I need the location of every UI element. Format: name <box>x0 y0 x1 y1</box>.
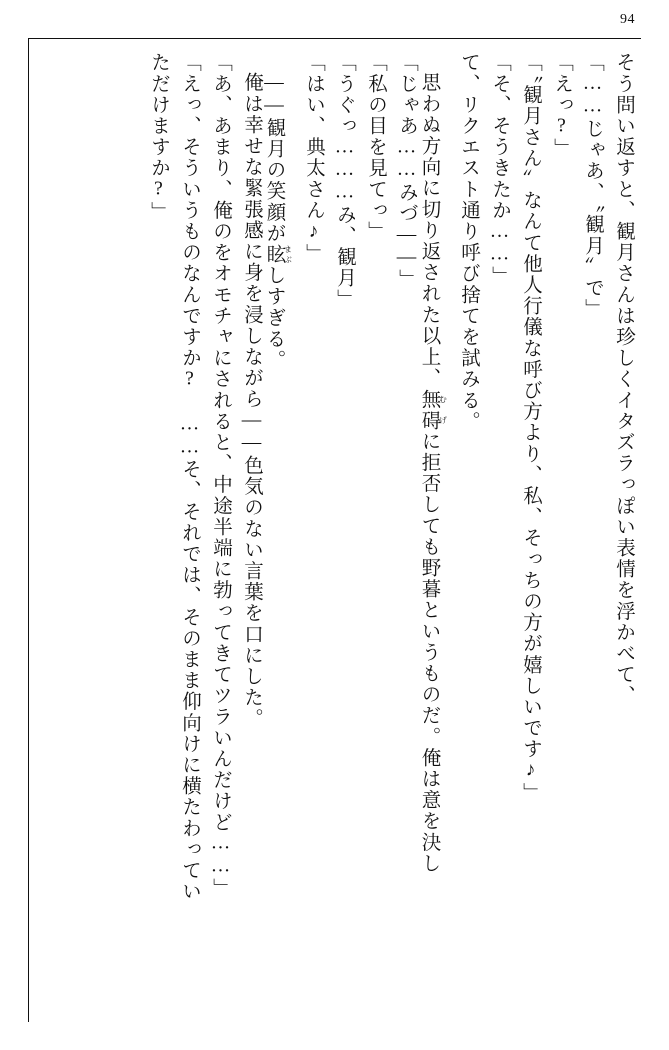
page-text-body <box>42 52 633 1016</box>
text-line: 「あ、あまり、俺のをオモチャにされると、中途半端に勃ってきてツラいんだけど……」 <box>210 52 231 899</box>
left-rule <box>28 38 29 1022</box>
text-line: 「えっ、そういうものなんですか? ……そ、それでは、そのまま仰向けに横たわってい <box>179 52 200 902</box>
text-line: 思わぬ方向に切り返された以上、無碍 むげに拒否しても野暮というものだ。俺は意を決し <box>418 72 448 874</box>
text-line: 「えっ?」 <box>551 52 572 159</box>
text-line: ――観月の笑顔が眩 まぶしすぎる。 <box>263 72 293 371</box>
text-line: 「……じゃあ、〝観月〟で」 <box>582 52 603 320</box>
text-line: 「〝観月さん〟なんて他人行儀な呼び方より、私、そっちの方が嬉しいです♪」 <box>520 52 541 804</box>
text-line: 「はい、典太さん♪」 <box>303 52 324 265</box>
page-number: 94 <box>620 12 635 27</box>
text-line: 「そ、そうきたか……」 <box>489 52 510 288</box>
text-line: 「じゃあ……みづ――」 <box>396 52 417 291</box>
text-line: 「うぐっ………み、観月」 <box>334 52 355 310</box>
text-line: 「私の目を見てっ」 <box>365 52 386 242</box>
text-line: そう問い返すと、観月さんは珍しくイタズラっぽい表情を浮かべて、 <box>613 52 634 707</box>
text-line: 俺は幸せな緊張感に身を浸しながら――色気のない言葉を口にした。 <box>241 72 262 730</box>
top-rule <box>28 38 641 39</box>
text-line: ただけますか?」 <box>148 52 169 223</box>
text-line: て、リクエスト通り呼び捨てを試みる。 <box>458 52 479 432</box>
